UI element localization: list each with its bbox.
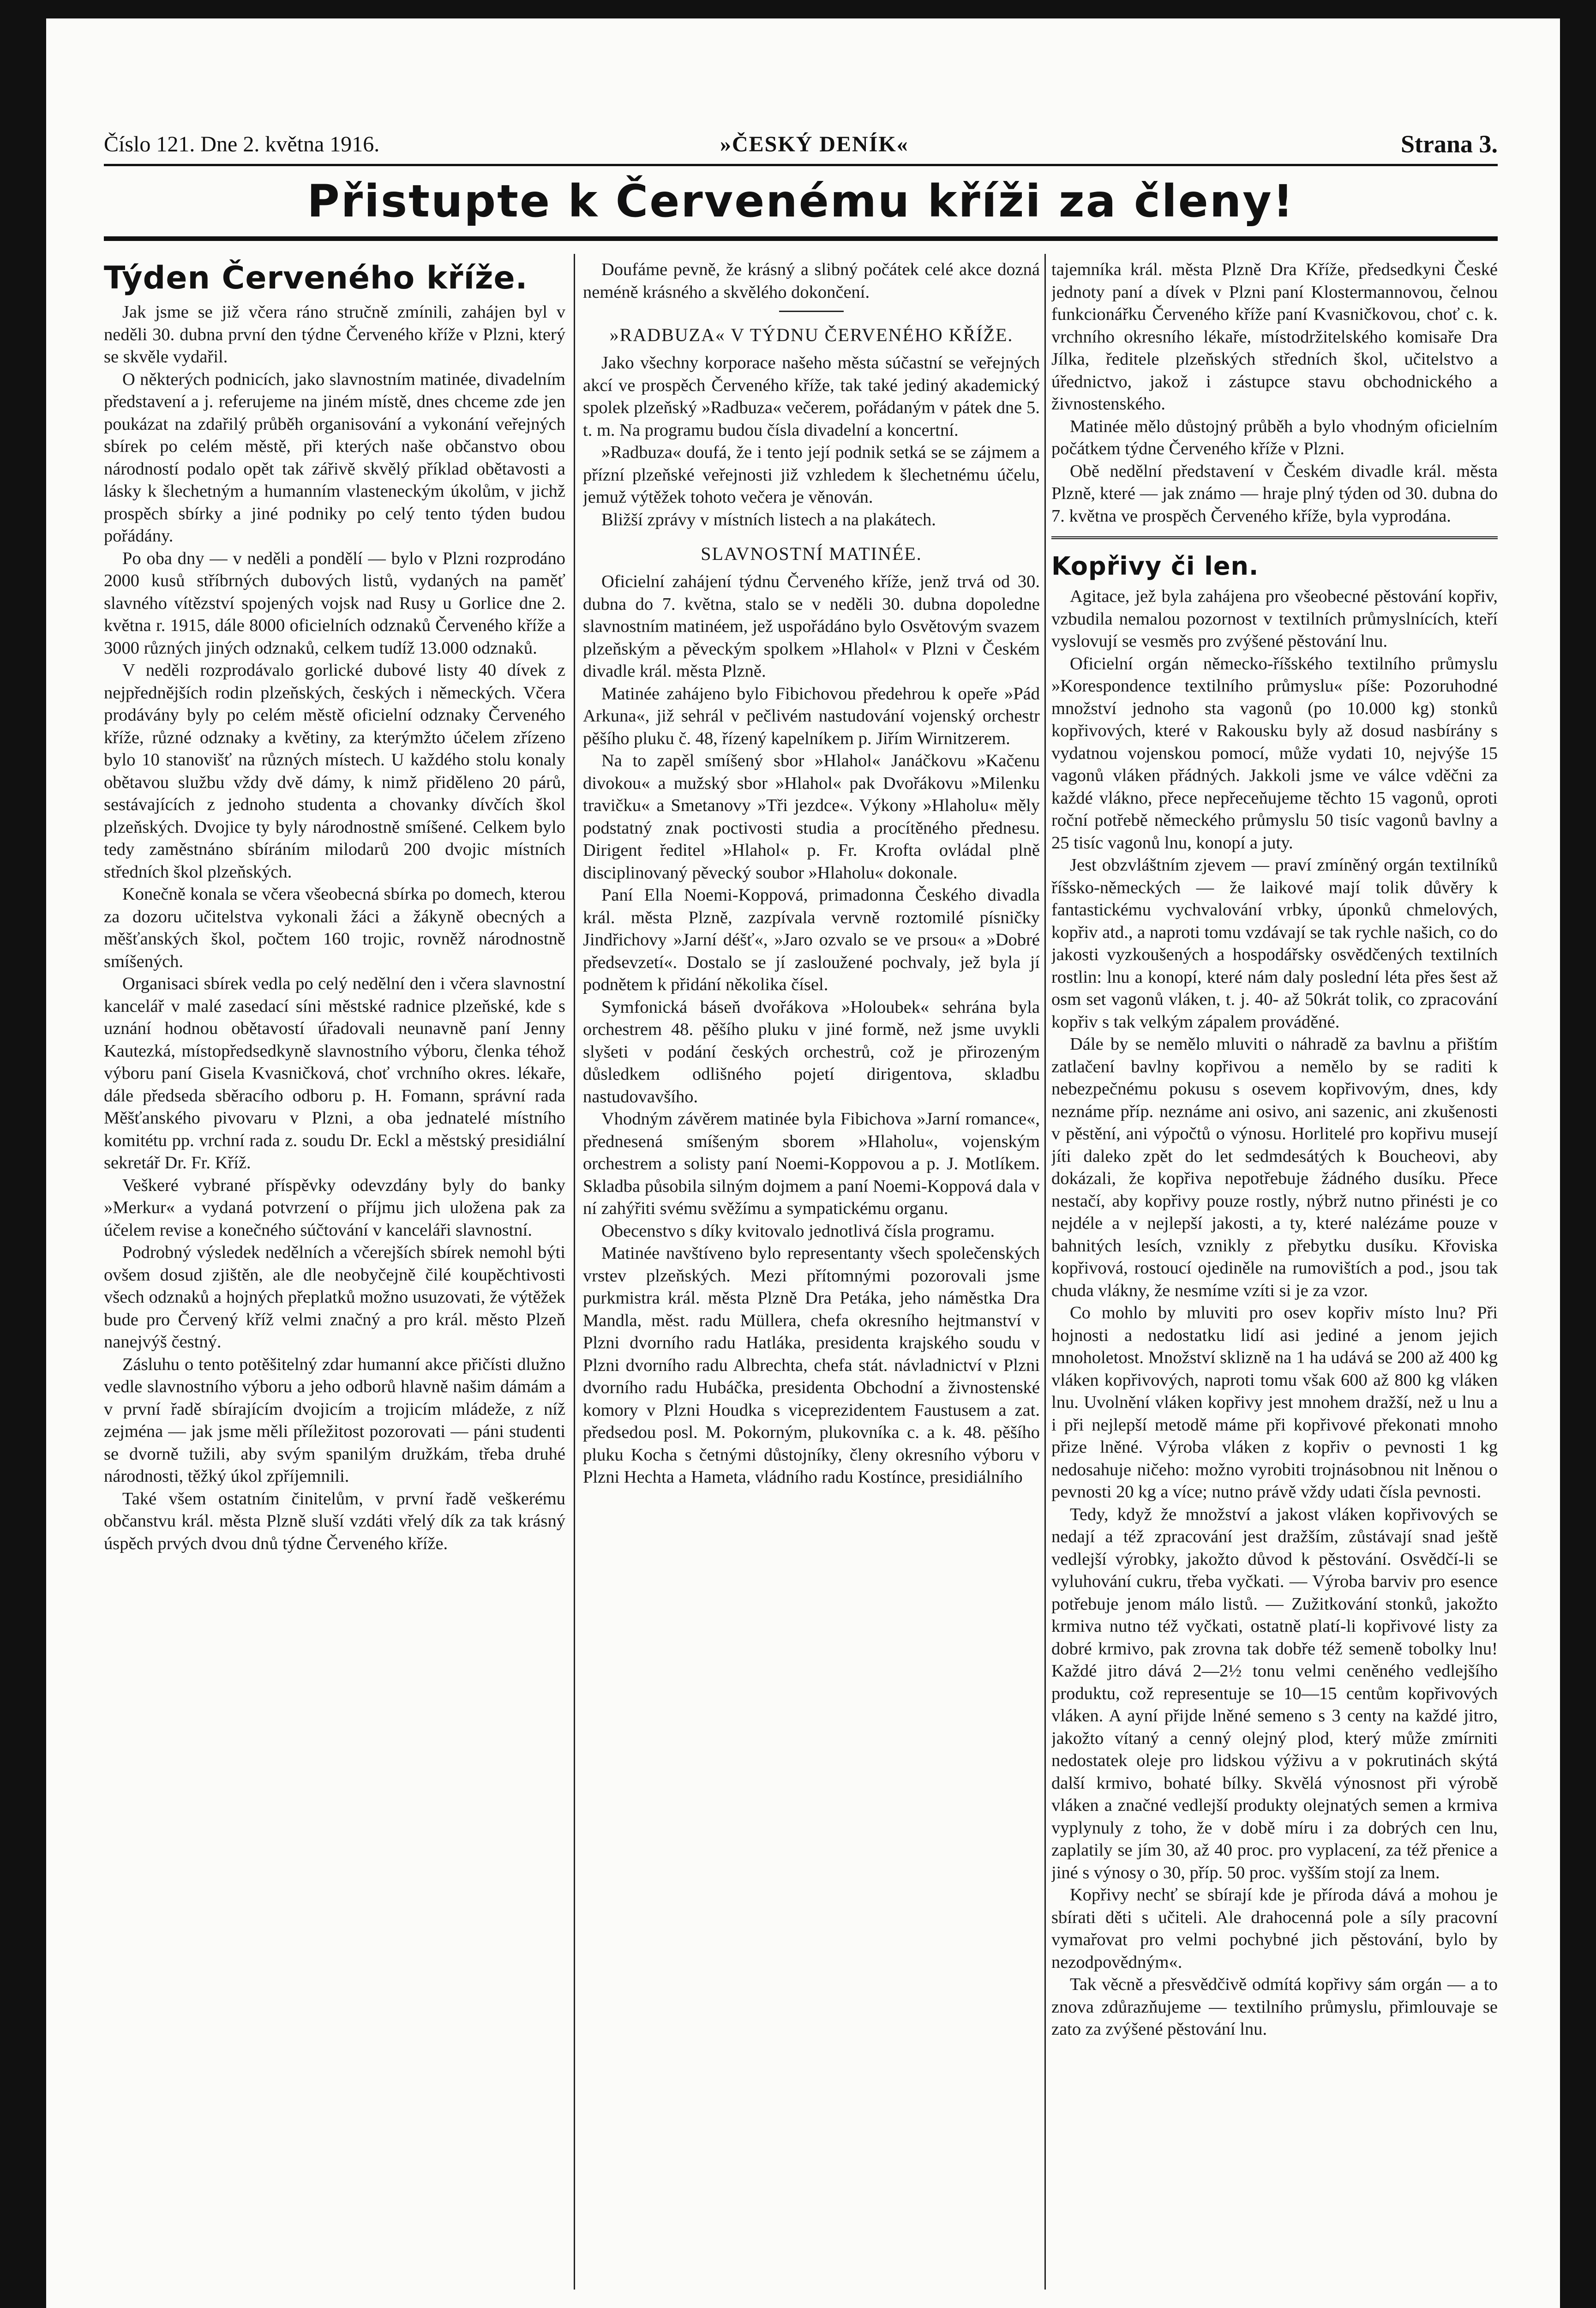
paragraph: Veškeré vybrané příspěvky odevzdány byly do banky »Merkur« a vydaná potvrzení o příjmu jich uložena pak za účelem revise a konečného súčtování v kanceláři slavnostní. <box>104 1175 565 1240</box>
paragraph: Symfonická báseň dvořákova »Holoubek« sehrána byla orchestrem 48. pěšího pluku v jiné formě, než jsme uvykli slyšeti v podání českých orchestrů, což je přirozeným důsledkem odlišného pojetí dirigentova, skladbu nastudovavšího. <box>583 997 1040 1106</box>
section-divider <box>1051 536 1498 539</box>
paragraph: Vhodným závěrem matinée byla Fibichova »Jarní romance«, přednesená smíšeným sborem »Hlaholu«, vojenským orchestrem a solisty paní Noemi-Koppovou a p. J. Motlíkem. Skladba působila silným dojmem a paní Noemi-Koppová dala v ní zahýřiti svému svěžímu a sympatickému organu. <box>583 1109 1040 1218</box>
column-2 <box>583 258 1040 2299</box>
paragraph: Tedy, když že množství a jakost vláken kopřivových se nedají a též zpracování jest dražším, zůstávají snad ještě vedlejší výrobky, jakožto důvod k pěstování. Osvědčí-li se vyluhování cukru, třeba vyčkati. — Výroba barviv pro esence potřebuje jenom málo listů. — Zužitkování stonků, jakožto krmiva nutno též vyčkati, ostatně platí-li kopřivové listy za dobré krmivo, pak zrovna tak dobře též semeně tobolky lnu! Každé jitro dává 2—2½ tonu velmi ceněného vedlejšího produktu, což representuje se 10—15 centům kopřivových vláken. A ayní přijde lněné semeno s 3 centy na každé jitro, jakožto vítaný a cenný olejný plod, který může zmírniti nedostatek oleje pro lidskou výživu a v pokrutinách skýtá další krmivo, bohaté bílky. Skvělá výnosnost při výrobě vláken a značné vedlejší produkty olejnatých semen a krmiva vyplynuly z toho, že v době míru i za dobrých cen lnu, zaplatily se jím 30, až 40 proc. pro vyplacení, za též přenice a jiné s výnosy o 30, příp. 50 proc. vyšším stojí za lnem. <box>1051 1504 1498 1882</box>
page-number: Strana 3. <box>1400 130 1498 158</box>
newspaper-page <box>46 18 1560 2308</box>
paragraph: Kopřivy nechť se sbírají kde je příroda dává a mohou je sbírati děti s učiteli. Ale drahocenná pole a síly pracovní vymařovat pro velmi pochybné jich pěstování, bylo by nezodpovědným«. <box>1051 1885 1498 1972</box>
banner-headline: Přistupte k Červenému kříži za členy! <box>104 175 1498 241</box>
paragraph: Tak věcně a přesvědčivě odmítá kopřivy sám orgán — a to znova zdůrazňujeme — textilního průmyslu, přimlouvaje se zato za zvýšené pěstování lnu. <box>1051 1975 1498 2039</box>
paragraph: Bližší zprávy v místních listech a na plakátech. <box>601 510 936 529</box>
section-divider <box>779 311 844 312</box>
paragraph: Matinée zahájeno bylo Fibichovou předehrou k opeře »Pád Arkuna«, již sehrál v pečlivém nastudování vojenský orchestr pěšího pluku č. 48, řízený kapelníkem p. Jiřím Wirnitzerem. <box>583 684 1040 748</box>
paragraph: »Radbuza« doufá, že i tento její podnik setká se se zájmem a přízní plzeňské veřejnosti již vzhledem k šlechetnému účelu, jemuž výtěžek tohoto večera je věnován. <box>583 443 1040 507</box>
subheading-matinee: SLAVNOSTNÍ MATINÉE. <box>701 543 922 564</box>
article-title: Kopřivy či len. <box>1051 552 1259 581</box>
paragraph: Oficielní zahájení týdnu Červeného kříže, jenž trvá od 30. dubna do 7. května, stalo se v neděli 30. dubna dopoledne slavnostním matinéem, jež uspořádáno bylo Osvětovým svazem plzeňským a pěveckým spolkem »Hlahol« v Plzni v Českém divadle král. města Plzně. <box>583 572 1040 681</box>
article-title: Týden Červeného kříže. <box>104 260 528 296</box>
paragraph: Doufáme pevně, že krásný a slibný počátek celé akce dozná neméně krásného a skvělého dokončení. <box>583 260 1040 302</box>
paragraph: Jako všechny korporace našeho města súčastní se veřejných akcí ve prospěch Červeného kříže, tak také jediný akademický spolek plzeňský »Radbuza« večerem, pořádaným v pátek dne 5. t. m. Na programu budou čísla divadelní a koncertní. <box>583 353 1040 440</box>
paragraph: Jak jsme se již včera ráno stručně zmínili, zahájen byl v neděli 30. dubna první den týdne Červeného kříže v Plzni, který se skvěle vydařil. <box>104 302 565 367</box>
paragraph: Paní Ella Noemi-Koppová, primadonna Českého divadla král. města Plzně, zazpívala vervně roztomilé písničky Jindřichovy »Jarní déšť«, »Jaro ozvalo se ve prsou« a »Dobré předsevzetí«. Dostalo se jí zasloužené pochvaly, jež byla jí podnětem k přidání několika čísel. <box>583 885 1040 994</box>
paragraph: V neděli rozprodávalo gorlické dubové listy 40 dívek z nejpřednějších rodin plzeňských, českých i německých. Včera prodávány byly po celém městě oficielní odznaky Červeného kříže, různé odznaky a květiny, za kterýmžto účelem zřízeno bylo 10 stanovišť na různých místech. U každého stolu konaly obětavou službu vždy dvě dámy, k nimž přiděleno 20 párů, sestávajících z jednoho studenta a chovanky dívčích škol plzeňských. Dvojice ty byly národnostně smíšené. Celkem bylo tedy zaměstnáno sbíráním milodarů 200 dvojic místních středních škol plzeňských. <box>104 661 565 882</box>
paragraph: Konečně konala se včera všeobecná sbírka po domech, kterou za dozoru učitelstva vykonali žáci a žákyně obecných a měšťanských škol, počtem 160 trojic, rovněž národnostně smíšených. <box>104 884 565 971</box>
paragraph: Také všem ostatním činitelům, v první řadě veškerému občanstvu král. města Plzně sluší vzdáti vřelý dík za tak krásný úspěch prvých dvou dnů týdne Červeného kříže. <box>104 1489 565 1553</box>
paragraph: Obě nedělní představení v Českém divadle král. města Plzně, které — jak známo — hraje plný týden od 30. dubna do 7. května ve prospěch Červeného kříže, byla vyprodána. <box>1051 461 1498 526</box>
paragraph: Jest obzvláštním zjevem — praví zmíněný orgán textilníků říšsko-německých — že laikové mají tolik důvěry k fantastickému vychvalování vrbky, úponků chmelových, kopřiv atd., a naproti tomu vzdávají se tak rychle našich, co do jakosti vyzkoušených a hospodářsky osvědčených textilních rostlin: lnu a konopí, které nám daly poslední léta přes šest až osm set vagonů vláken, t. j. 40- až 50krát tolik, co zpracování kopřiv s tak velkým zápalem prováděné. <box>1051 855 1498 1032</box>
paragraph: Organisaci sbírek vedla po celý nedělní den i včera slavnostní kancelář v malé zasedací síni městské radnice plzeňské, kde s uznání hodnou obětavostí úřadovali neunavně paní Jenny Kautezká, místopředsedkyně slavnostního výboru, členka téhož výboru paní Gisela Kvasničková, choť vrchního okres. lékaře, dále předseda sběracího odboru p. H. Fomann, správní rada Měšťanského pivovaru v Plzni, a oba jednatelé místního komitétu pp. vrchní rada z. soudu Dr. Eckl a městský presidiální sekretář Dr. Fr. Kříž. <box>104 974 565 1172</box>
paragraph: Na to zapěl smíšený sbor »Hlahol« Janáčkovu »Kačenu divokou« a mužský sbor »Hlahol« pak Dvořákovu »Milenku travičku« a Smetanovy »Tři jezdce«. Výkony »Hlaholu« měly podstatný znak poctivosti studia a procítěného přednesu. Dirigent ředitel »Hlahol« p. Fr. Krofta ovládal plně disciplinovaný pěvecký soubor »Hlaholu« dokonale. <box>583 751 1040 883</box>
column-rule <box>574 254 575 2290</box>
column-1 <box>104 258 565 2299</box>
paragraph: Oficielní orgán německo-říšského textilního průmyslu »Korespondence textilního průmyslu« píše: Pozoruhodné množství jednoho sta vagonů (po 10.000 kg) stonků kopřivových, které v Rakousku byly až dosud nasbírány s vydatnou vojenskou pomocí, může vydati 10, nejvýše 15 vagonů vláken přádných. Jakkoli jsme ve válce vděčni za každé vlákno, přece nepřeceňujeme těchto 15 vagonů, oproti roční potřebě německého průmyslu 50 tisíc vagonů bavlny a 25 tisíc vagonů lnu, konopí a juty. <box>1051 654 1498 853</box>
paragraph: Obecenstvo s díky kvitovalo jednotlivá čísla programu. <box>601 1221 995 1241</box>
paragraph: Matinée mělo důstojný průběh a bylo vhodným oficielním počátkem týdne Červeného kříže v Plzni. <box>1051 416 1498 458</box>
paragraph: O některých podnicích, jako slavnostním matinée, divadelním představení a j. referujeme na jiném místě, dnes chceme zde jen poukázat na zdařilý průběh organisování a vykonání veřejných sbírek po celém městě, při kterých naše občanstvo obou národností podalo opět tak zářivě skvělý příklad obětavosti a lásky k šlechetným a humanním vlasteneckým úkolům, v jichž prospěch sbírky a jiné podniky po celý tento týden budou pořádány. <box>104 369 565 546</box>
page-header <box>104 127 1498 166</box>
paragraph: Podrobný výsledek nedělních a včerejších sbírek nemohl býti ovšem dosud zjištěn, ale dle neobyčejně čilé koupěchtivosti všech odznaků a hojných přeplatků možno usuzovati, že výtěžek bude pro Červený kříž velmi značný a pro král. město Plzeň nanejvýš čestný. <box>104 1243 565 1352</box>
paragraph: Dále by se nemělo mluviti o náhradě za bavlnu a přištím zatlačení bavlny kopřivou a nemělo by se raditi k nebezpečnému pokusu s osevem kopřivovým, dnes, kdy neznáme příp. neznáme ani osivo, ani sazenic, ani zkušenosti v pěstění, ani výpočtů o výnosu. Horlitelé pro kopřivu musejí jíti daleko zpět do let sedmdesátých k Boucheovi, aby dokázali, že kopřiva nepotřebuje žádného dusíku. Přece nestačí, aby kopřivy pouze rostly, nýbrž nutno přinésti je co nejdéle a v nejlepší jakosti, a ty, které nalézáme pouze v bahnitých lesích, vznikly z přebytku dusíku. Křoviska kopřivová, rostoucí ojediněle na rumovištích a pod., jsou tak chuda vlákny, že nesmíme vzíti si je za vzor. <box>1051 1034 1498 1300</box>
paragraph: tajemníka král. města Plzně Dra Kříže, předsedkyni České jednoty paní a dívek v Plzni paní Klostermannovou, čelnou funkcionářku Červeného kříže paní Kvasničkovou, choť c. k. vrchního okresního lékaře, místodržitelského komisaře Dra Jílka, ředitele plzeňských středních škol, učitelstvo a úřednictvo, jakož i zástupce stavu obchodnického a živnostenského. <box>1051 260 1498 414</box>
paragraph: Co mohlo by mluviti pro osev kopřiv místo lnu? Při hojnosti a nedostatku lidí asi jediné a jenom jejich mnoholetost. Množství sklizně na 1 ha udává se 200 až 400 kg vláken kopřivových, naproti tomu však 600 až 800 kg vláken lnu. Uvolnění vláken kopřivy jest mnohem dražší, než u lnu a i při nejlepší metodě máme při kopřivové překonati mnoho přize lněné. Výroba vláken z kopřiv o pevnosti 1 kg nedosahuje ničeho: možno vyrobiti trojnásobnou nit lněnou o pevnosti 20 kg a více; nutno právě vždy udati čísla pevnosti. <box>1051 1303 1498 1502</box>
issue-date: Číslo 121. Dne 2. května 1916. <box>104 132 380 156</box>
paragraph: Po oba dny — v neděli a pondělí — bylo v Plzni rozprodáno 2000 kusů stříbrných dubových listů, vydaných na paměť slavného vítězství spojených vojsk nad Rusy u Gorlice dne 2. května r. 1915, dále 8000 oficielních odznaků Červeného kříže a 3000 různých jiných odznaků, celkem tudíž 13.000 odznaků. <box>104 548 565 658</box>
column-3 <box>1051 258 1498 2299</box>
paragraph: Matinée navštíveno bylo representanty všech společenských vrstev plzeňských. Mezi přítomnými pozorovali jsme purkmistra král. města Plzně Dra Petáka, jeho náměstka Dra Mandla, měst. radu Müllera, chefa okresního hejtmanství v Plzni dvorního radu Hatláka, presidenta krajského soudu v Plzni dvorního radu Albrechta, chefa stát. návladnictví v Plzni dvorního radu Hubáčka, presidenta Obchodní a živnostenské komory v Plzni Houdka s viceprezidentem Faustusem a zat. předsedou posl. M. Pokorným, plukovníka c. a k. 48. pěšího pluku Kocha s četnými důstojníky, členy okresního výboru v Plzni Hechta a Hameta, vládního radu Kostínce, presidiálního <box>583 1244 1040 1487</box>
paragraph: Agitace, jež byla zahájena pro všeobecné pěstování kopřiv, vzbudila nemalou pozornost v textilních průmyslnících, kteří vyslovují se vesměs pro zvýšené pěstování lnu. <box>1051 587 1498 651</box>
column-rule <box>1044 254 1046 2290</box>
paragraph: Zásluhu o tento potěšitelný zdar humanní akce přičísti dlužno vedle slavnostního výboru a jeho odborů hlavně našim dámám a v první řadě sbírajícím dvojicím a trojicím mládeže, z níž zejména — jak jsme měli příležitost pozorovati — páni studenti se dvorně tužili, aby svým spanilým družkám, třeba druhé národnosti, těžký úkol zpříjemnili. <box>104 1354 565 1486</box>
newspaper-title: »ČESKÝ DENÍK« <box>720 132 909 156</box>
subheading-radbuza: »RADBUZA« V TÝDNU ČERVENÉHO KŘÍŽE. <box>609 325 1014 345</box>
